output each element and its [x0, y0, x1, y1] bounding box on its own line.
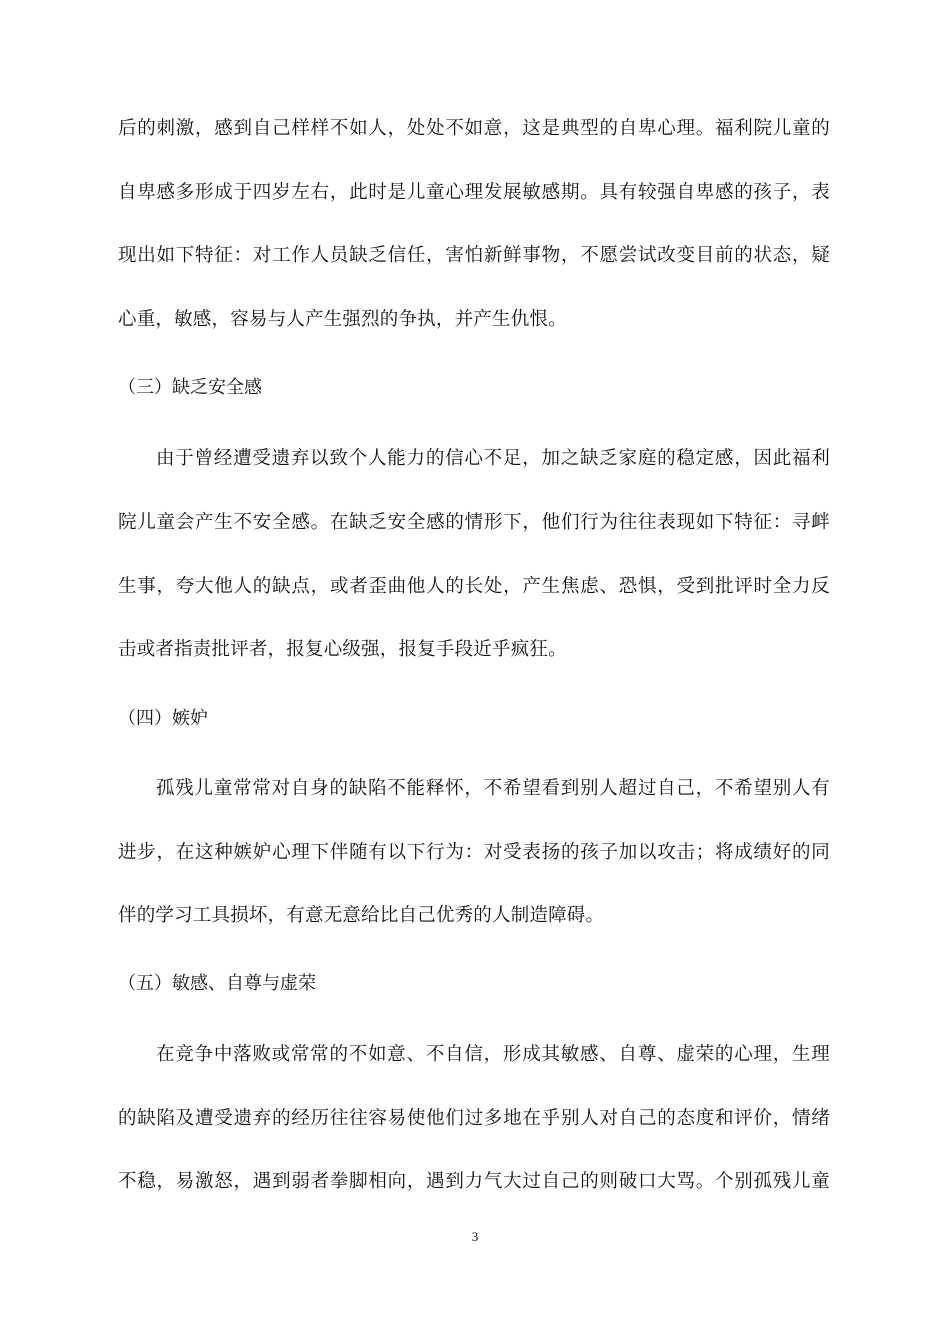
section-heading-3: （三）缺乏安全感 [118, 377, 262, 398]
paragraph-line: 生事，夸大他人的缺点，或者歪曲他人的长处，产生焦虑、恐惧，受到批评时全力反 [118, 576, 830, 597]
section-heading-4: （四）嫉妒 [118, 708, 208, 729]
paragraph-line: 后的刺激，感到自己样样不如人，处处不如意，这是典型的自卑心理。福利院儿童的 [118, 118, 830, 139]
paragraph-line: 心重，敏感，容易与人产生强烈的争执，并产生仇恨。 [118, 309, 567, 330]
paragraph-line: 伴的学习工具损坏，有意无意给比自己优秀的人制造障碍。 [118, 905, 605, 926]
paragraph-line: 现出如下特征：对工作人员缺乏信任，害怕新鲜事物，不愿尝试改变目前的状态，疑 [118, 245, 830, 266]
paragraph-line: 不稳，易激怒，遇到弱者拳脚相向，遇到力气大过自己的则破口大骂。个别孤残儿童 [118, 1171, 830, 1192]
page-number: 3 [471, 1229, 479, 1244]
paragraph-line: 的缺陷及遭受遗弃的经历往往容易使他们过多地在乎别人对自己的态度和评价，情绪 [118, 1108, 830, 1129]
paragraph-line: 在竞争中落败或常常的不如意、不自信，形成其敏感、自尊、虚荣的心理，生理 [156, 1044, 830, 1065]
paragraph-line: 进步，在这种嫉妒心理下伴随有以下行为：对受表扬的孩子加以攻击；将成绩好的同 [118, 842, 830, 863]
paragraph-line: 院儿童会产生不安全感。在缺乏安全感的情形下，他们行为往往表现如下特征：寻衅 [118, 512, 830, 533]
paragraph-line: 由于曾经遭受遗弃以致个人能力的信心不足，加之缺乏家庭的稳定感，因此福利 [156, 448, 830, 469]
paragraph-line: 孤残儿童常常对自身的缺陷不能释怀，不希望看到别人超过自己，不希望别人有 [156, 778, 830, 799]
paragraph-line: 自卑感多形成于四岁左右，此时是儿童心理发展敏感期。具有较强自卑感的孩子，表 [118, 182, 830, 203]
paragraph-line: 击或者指责批评者，报复心级强，报复手段近乎疯狂。 [118, 639, 567, 660]
section-heading-5: （五）敏感、自尊与虚荣 [118, 973, 316, 994]
